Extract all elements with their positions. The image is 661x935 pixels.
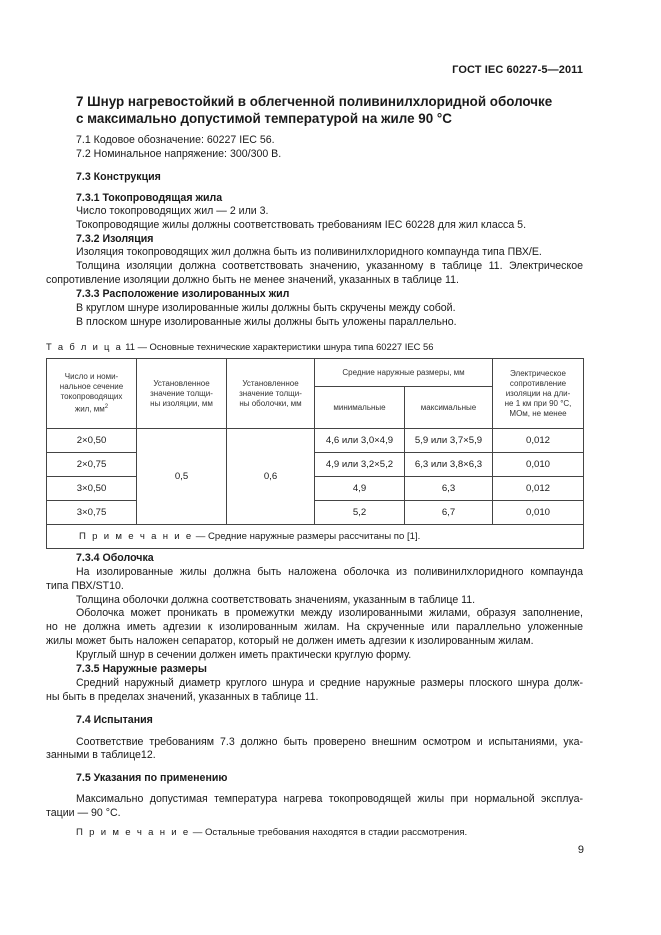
header-resistance-cell: [493, 359, 584, 429]
cell-min-dims: 5,2: [315, 501, 405, 525]
header-sheath-line-2: значение толщи-: [239, 388, 302, 398]
page-number: 9: [577, 844, 584, 856]
cell-insulation-thickness: 0,5: [137, 429, 227, 525]
paragraph-7-3-4-a-line-1: На изолированные жилы должна быть наложена оболочка из поливинилхлоридного компаунда: [76, 566, 583, 578]
header-cores-line-2: нальное сечение: [59, 382, 124, 392]
table-note-text: — Средние наружные размеры рассчитаны по [1].: [193, 530, 421, 542]
paragraph-7-3-5-line-2: ны быть в пределах значений, указанных в таблице 11.: [46, 691, 319, 703]
table-11-caption: [46, 341, 433, 352]
header-insulation-cell: [137, 359, 227, 429]
cell-cores: 3×0,75: [47, 501, 137, 525]
paragraph-7-3-2-b-line-2: сопротивление изоляции должно быть не менее значений, указанных в таблице 11.: [46, 274, 459, 286]
table-caption-text: 11 — Основные технические характеристики шнура типа 60227 IEC 56: [122, 341, 434, 352]
paragraph-7-1: 7.1 Кодовое обозначение: 60227 IEC 56.: [76, 134, 275, 146]
paragraph-7-3-4-d: Круглый шнур в сечении должен иметь практически круглую форму.: [76, 649, 412, 661]
table-11: [46, 358, 584, 549]
cell-cores: 2×0,50: [47, 429, 137, 453]
header-cores-line-4: [49, 402, 134, 415]
header-insulation-line-2: значение толщи-: [150, 388, 213, 398]
paragraph-7-3-4-a-line-2: типа ПВХ/ST10.: [46, 580, 124, 592]
header-resistance-line-5: МОм, не менее: [509, 408, 567, 418]
table-row: [47, 453, 584, 477]
cell-resistance: 0,012: [493, 429, 584, 453]
cell-resistance: 0,012: [493, 477, 584, 501]
header-cores-line-1: Число и номи-: [64, 372, 119, 382]
paragraph-7-3-1-a: Число токопроводящих жил — 2 или 3.: [76, 205, 269, 217]
heading-7-3-4: 7.3.4 Оболочка: [76, 552, 154, 564]
header-sheath-cell: [227, 359, 315, 429]
header-sheath-line-1: Установленное: [242, 378, 299, 388]
heading-7-3-1: 7.3.1 Токопроводящая жила: [76, 192, 223, 204]
table-note-cell: [47, 525, 584, 549]
heading-7-3-2: 7.3.2 Изоляция: [76, 233, 154, 245]
paragraph-7-5-line-1: Максимально допустимая температура нагрева токопроводящей жилы при нормальной эксплуа-: [76, 793, 583, 805]
header-cores-unit: жил, мм: [74, 404, 105, 414]
heading-7-3: 7.3 Конструкция: [76, 171, 161, 183]
paragraph-7-3-4-c-line-3: жилы может быть наложен сепаратор, который не должен иметь адгезии к изолированным жилам.: [46, 635, 534, 647]
header-resistance-line-4: не 1 км при 90 °С,: [504, 398, 572, 408]
cell-max-dims: 6,3: [405, 477, 493, 501]
table-row: [47, 477, 584, 501]
header-insulation-line-1: Установленное: [153, 378, 210, 388]
section-7-5-note: [76, 827, 467, 838]
paragraph-7-3-1-b: Токопроводящие жилы должны соответствовать требованиям IEC 60228 для жил класса 5.: [76, 219, 527, 231]
cell-min-dims: 4,9: [315, 477, 405, 501]
section-title-line-2: с максимально допустимой температурой на жиле 90 °C: [76, 111, 452, 126]
section-note-label: П р и м е ч а н и е: [76, 827, 191, 838]
header-resistance-line-3: изоляции на дли-: [505, 388, 571, 398]
header-dims-max-cell: максимальные: [405, 387, 493, 429]
paragraph-7-3-5-line-1: Средний наружный диаметр круглого шнура и средние наружные размеры плоского шнура долж-: [76, 677, 583, 689]
header-sheath-line-3: ны оболочки, мм: [239, 398, 302, 408]
cell-min-dims: 4,6 или 3,0×4,9: [315, 429, 405, 453]
header-cores-unit-power: 2: [104, 404, 109, 411]
table-row: [47, 501, 584, 525]
table-caption-label: Т а б л и ц а: [46, 341, 123, 352]
paragraph-7-3-3-b: В плоском шнуре изолированные жилы должны быть уложены параллельно.: [76, 316, 457, 328]
section-note-text: — Остальные требования находятся в стадии рассмотрения.: [190, 827, 468, 838]
paragraph-7-4-line-1: Соответствие требованиям 7.3 должно быть проверено внешним осмотром и испытаниями, ука-: [76, 736, 583, 748]
cell-resistance: 0,010: [493, 501, 584, 525]
header-dims-min-cell: минимальные: [315, 387, 405, 429]
section-title-line-1: 7 Шнур нагревостойкий в облегченной поливинилхлоридной оболочке: [76, 94, 553, 109]
paragraph-7-3-4-b: Толщина оболочки должна соответствовать значениям, указанным в таблице 11.: [76, 594, 476, 606]
cell-max-dims: 6,3 или 3,8×6,3: [405, 453, 493, 477]
heading-7-4: 7.4 Испытания: [76, 714, 153, 726]
paragraph-7-5-line-2: тации — 90 °C.: [46, 807, 121, 819]
heading-7-3-5: 7.3.5 Наружные размеры: [76, 663, 207, 675]
paragraph-7-3-3-a: В круглом шнуре изолированные жилы должны быть скручены между собой.: [76, 302, 456, 314]
header-resistance-line-1: Электрическое: [510, 368, 566, 378]
table-note-label: П р и м е ч а н и е: [79, 530, 194, 542]
header-dims-cell: Средние наружные размеры, мм: [315, 359, 493, 387]
cell-cores: 2×0,75: [47, 453, 137, 477]
cell-cores: 3×0,50: [47, 477, 137, 501]
header-insulation-line-3: ны изоляции, мм: [150, 398, 213, 408]
cell-sheath-thickness: 0,6: [227, 429, 315, 525]
cell-resistance: 0,010: [493, 453, 584, 477]
paragraph-7-3-2-b-line-1: Толщина изоляции должна соответствовать значению, указанному в таблице 11. Электрическое: [76, 260, 583, 272]
table-row: [47, 429, 584, 453]
cell-max-dims: 6,7: [405, 501, 493, 525]
header-cores-cell: [47, 359, 137, 429]
cell-min-dims: 4,9 или 3,2×5,2: [315, 453, 405, 477]
paragraph-7-3-2-a: Изоляция токопроводящих жил должна быть из поливинилхлоридного компаунда типа ПВХ/Е.: [76, 246, 542, 258]
cell-max-dims: 5,9 или 3,7×5,9: [405, 429, 493, 453]
table-note-row: [47, 525, 584, 549]
heading-7-3-3: 7.3.3 Расположение изолированных жил: [76, 288, 290, 300]
header-cores-line-3: токопроводящих: [60, 392, 123, 402]
heading-7-5: 7.5 Указания по применению: [76, 772, 228, 784]
paragraph-7-3-4-c-line-2: но не должна иметь адгезии к изолированным жилам. На скрученные или параллельно уложенные: [46, 621, 583, 633]
paragraph-7-3-4-c-line-1: Оболочка может проникать в промежутки между изолированными жилами, образуя заполнение,: [76, 607, 583, 619]
standard-code-header: ГОСТ IEC 60227-5—2011: [452, 64, 583, 76]
paragraph-7-2: 7.2 Номинальное напряжение: 300/300 В.: [76, 148, 282, 160]
header-resistance-line-2: сопротивление: [509, 378, 567, 388]
paragraph-7-4-line-2: занными в таблице12.: [46, 749, 156, 761]
